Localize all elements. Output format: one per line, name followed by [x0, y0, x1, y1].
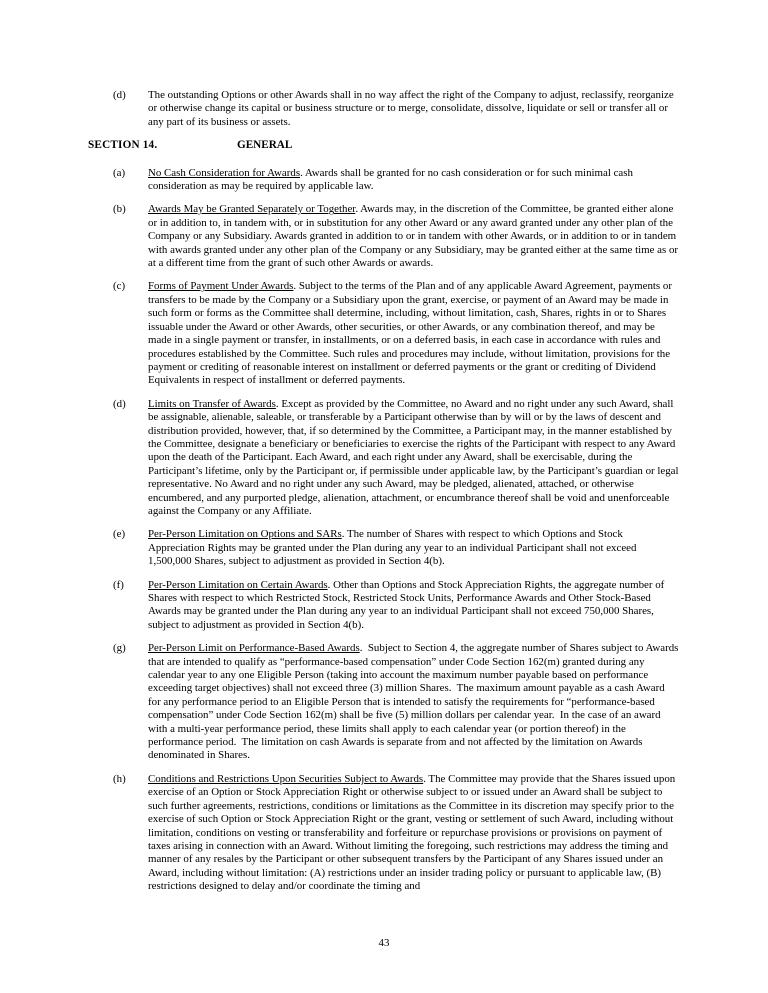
item-body: The outstanding Options or other Awards shall in no way affect the right of the Company to adjust, reclassify, reorganize or otherwise change its capital or business structure or to merge, consolidate, dissolve, liquidate or sell or transfer all or any part of its business or assets.	[148, 89, 677, 128]
section-title: GENERAL	[237, 139, 293, 152]
list-item-b	[113, 203, 680, 270]
item-label: (g)	[113, 642, 126, 655]
item-text	[148, 642, 680, 763]
item-label: (d)	[113, 89, 126, 101]
list-item-d	[113, 398, 680, 519]
item-body: . Other than Options and Stock Appreciation Rights, the aggregate number of Shares with respect to which Restricted Stock, Restricted Stock Units, Performance Awards and Other Stock-Based Awards may be granted under the Plan during any year to an individual Participant shall not exceed 750,000 Shares, subject to adjustment as provided in Section 4(b).	[148, 578, 668, 631]
section-heading	[88, 139, 680, 152]
item-heading: Per-Person Limitation on Options and SARs	[148, 528, 342, 541]
list-item-h	[113, 773, 680, 894]
item-text	[148, 579, 680, 633]
page-number: 43	[378, 937, 390, 949]
item-heading: Limits on Transfer of Awards	[148, 397, 276, 410]
item-label: (d)	[113, 397, 126, 410]
item-heading: Awards May be Granted Separately or Together	[148, 203, 356, 216]
item-heading: Per-Person Limit on Performance-Based Awards	[148, 642, 360, 655]
item-body: . Awards shall be granted for no cash consideration or for such minimal cash consideration as may be required by applicable law.	[148, 166, 636, 193]
item-label: (h)	[113, 772, 126, 785]
item-heading: Conditions and Restrictions Upon Securities Subject to Awards	[148, 772, 424, 785]
item-text	[148, 398, 680, 519]
item-body: . Subject to Section 4, the aggregate number of Shares subject to Awards that are intended to qualify as “performance-based compensation” under Code Section 162(m) granted during any calendar year to any one Eligible Person (taking into account the maximum number payable based on performance exceeding target objectives) shall not exceed three (3) million Shares. The maximum amount payable as a cash Award for any performance period to an Eligible Person that is intended to satisfy the requirements for “performance-based compensation” under Code Section 162(m) shall be five (5) million dollars per calendar year. In the case of an award with a multi-year performance period, these limits shall apply to each calendar year (or portion thereof) in the performance period. The limitation on cash Awards is separate from and not affected by the limitation on Awards denominated in Shares.	[148, 642, 682, 762]
item-text	[148, 280, 680, 387]
list-item-e	[113, 528, 680, 568]
list-item-c	[113, 280, 680, 387]
list-item-f	[113, 579, 680, 633]
item-label: (a)	[113, 166, 126, 179]
item-heading: Per-Person Limitation on Certain Awards	[148, 578, 328, 591]
item-text	[148, 528, 680, 568]
item-heading: No Cash Consideration for Awards	[148, 166, 301, 179]
list-item-a	[113, 167, 680, 194]
item-label: (e)	[113, 528, 126, 541]
paragraph-d-continuation	[113, 89, 680, 129]
item-body: . Awards may, in the discretion of the Committee, be granted either alone or in addition to, in tandem with, or in substitution for any other Award or any award granted under any other plan of the Company or any Subsidiary. Awards granted in addition to or in tandem with other Awards, or in addition to or in tandem with awards granted under any other plan of the Company or any Subsidiary, may be granted either at the same time as or at a different time from the grant of such other Awards or awards.	[148, 203, 681, 270]
item-label: (f)	[113, 578, 124, 591]
section-number: SECTION 14.	[88, 139, 158, 152]
item-heading: Forms of Payment Under Awards	[148, 280, 294, 293]
item-text	[148, 773, 680, 894]
item-body: . Subject to the terms of the Plan and of any applicable Award Agreement, payments or transfers to be made by the Company or a Subsidiary upon the grant, exercise, or payment of an Award may be made in such form or forms as the Committee shall determine, including, without limitation, cash, Shares, rights in or to Shares issuable under the Award or other Awards, other securities, or other Awards, or any combination thereof, and may be made in a single payment or transfer, in installments, or on a deferred basis, in each case in accordance with rules and procedures established by the Committee. Such rules and procedures may include, without limitation, provisions for the payment or crediting of reasonable interest on installment or deferred payments or the grant or crediting of Dividend Equivalents in respect of installment or deferred payments.	[148, 280, 675, 387]
item-text	[148, 167, 680, 194]
item-label: (c)	[113, 280, 126, 293]
item-body: . The Committee may provide that the Shares issued upon exercise of an Option or Stock Appreciation Right or otherwise subject to or issued under an Award shall be subject to such further agreements, restrictions, conditions or limitations as the Committee in its discretion may specify prior to the exercise of such Option or Stock Appreciation Right or the grant, vesting or settlement of such Award, including without limitation, conditions on vesting or transferability and forfeiture or repurchase provisions or provisions on payment of taxes arising in connection with an Award. Without limiting the foregoing, such restrictions may address the timing and manner of any resales by the Participant or other subsequent transfers by the Participant of any Shares issued under an Award, including without limitation: (A) restrictions under an insider trading policy or pursuant to applicable law, (B) restrictions designed to delay and/or coordinate the timing and	[148, 772, 678, 893]
item-label: (b)	[113, 203, 126, 216]
item-body: . Except as provided by the Committee, no Award and no right under any such Award, shall be assignable, alienable, saleable, or transferable by a Participant otherwise than by will or by the laws of descent and distribution provided, however, that, if so determined by the Committee, a Participant may, in the manner established by the Committee, designate a beneficiary or beneficiaries to exercise the rights of the Participant with respect to any Award upon the death of the Participant. Each Award, and each right under any Award, shall be exercisable, during the Participant’s lifetime, only by the Participant or, if permissible under applicable law, by the Participant’s guardian or legal representative. No Award and no right under any such Award, may be pledged, alienated, attached, or otherwise encumbered, and any purported pledge, alienation, attachment, or encumbrance thereof shall be void and unenforceable against the Company or any Affiliate.	[148, 397, 682, 517]
list-item-g	[113, 642, 680, 763]
item-text	[148, 203, 680, 270]
item-body: . The number of Shares with respect to which Options and Stock Appreciation Rights may be granted under the Plan during any year to an individual Participant shall not exceed 1,500,000 Shares, subject to adjustment as provided in Section 4(b).	[148, 528, 640, 568]
